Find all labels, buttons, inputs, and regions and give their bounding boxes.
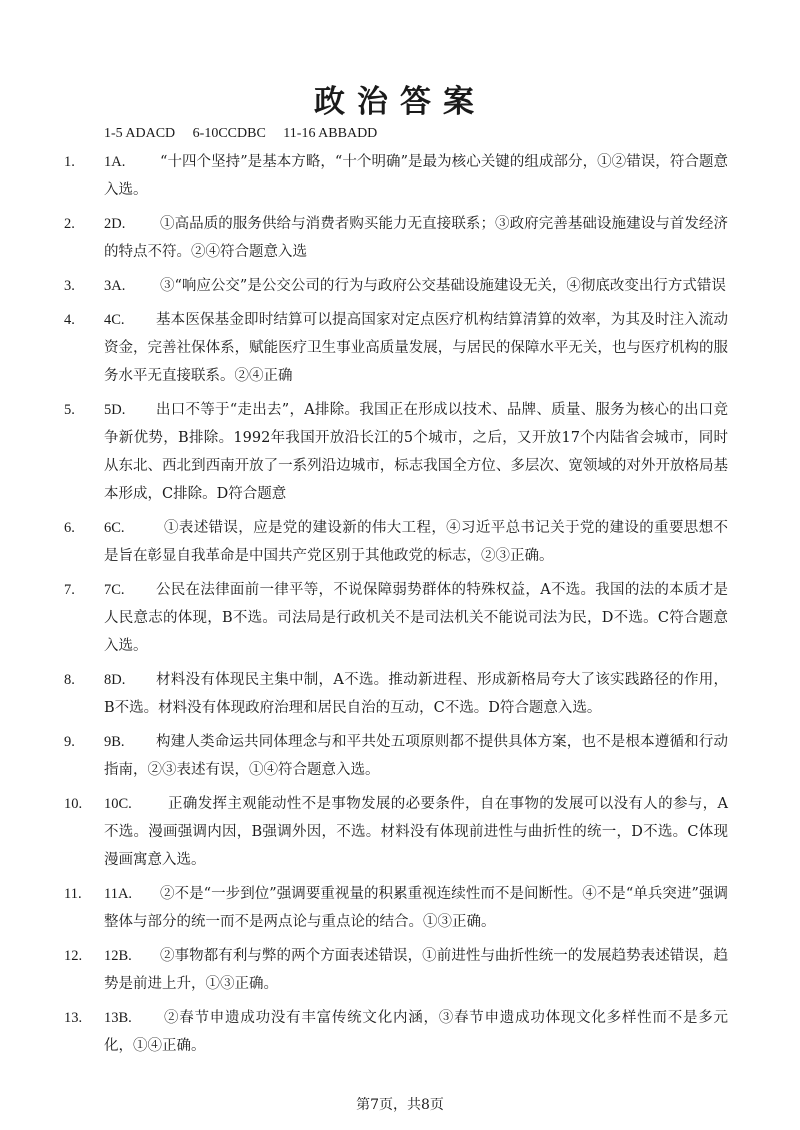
answer-item — [0, 728, 800, 784]
answer-code: 5D. — [104, 402, 126, 418]
answer-code: 6C. — [104, 520, 125, 536]
answer-code: 1A. — [104, 154, 126, 170]
answer-code: 2D. — [104, 216, 126, 232]
answer-explanation: ②春节申遗成功没有丰富传统文化内涵，③春节申遗成功体现文化多样性而不是多元化，①④正确。 — [104, 1010, 728, 1054]
answer-item — [0, 514, 800, 570]
summary-group-2: 6-10CCDBC — [192, 126, 266, 141]
answer-code: 7C. — [104, 582, 125, 598]
answer-item — [0, 148, 800, 204]
answer-explanation: ③“响应公交”是公交公司的行为与政府公交基础设施建设无关，④彻底改变出行方式错误 — [160, 278, 726, 294]
answer-number: 13. — [64, 1010, 83, 1026]
answer-number: 2. — [64, 216, 75, 232]
answer-explanation: ②事物都有利与弊的两个方面表述错误，①前进性与曲折性统一的发展趋势表述错误，趋势是前进上升，①③正确。 — [104, 948, 728, 992]
answer-code: 11A. — [104, 886, 133, 902]
answer-explanation: 构建人类命运共同体理念与和平共处五项原则都不提供具体方案，也不是根本遵循和行动指南，②③表述有误，①④符合题意入选。 — [104, 734, 728, 778]
answer-explanation: 正确发挥主观能动性不是事物发展的必要条件，自在事物的发展可以没有人的参与，A不选。漫画强调内因，B强调外因，不选。材料没有体现前进性与曲折性的统一，D不选。C体现漫画寓意入选。 — [104, 796, 728, 868]
page-footer: 第7页，共8页 — [356, 1097, 444, 1113]
answer-code: 13B. — [104, 1010, 132, 1026]
answer-item — [0, 666, 800, 722]
answer-explanation: 公民在法律面前一律平等，不说保障弱势群体的特殊权益，A不选。我国的法的本质才是人民意志的体现，B不选。司法局是行政机关不是司法机关不能说司法为民，D不选。C符合题意入选。 — [104, 582, 728, 654]
answer-item — [0, 210, 800, 266]
answer-item — [0, 396, 800, 508]
answer-item — [0, 272, 800, 300]
answer-code: 3A. — [104, 278, 126, 294]
page-title: 政治答案 — [314, 84, 486, 120]
answer-item — [0, 1004, 800, 1060]
answer-code: 10C. — [104, 796, 132, 812]
summary-group-3: 11-16 ABBADD — [283, 126, 378, 141]
answer-code: 4C. — [104, 312, 125, 328]
answer-code: 9B. — [104, 734, 125, 750]
summary-group-1: 1-5 ADACD — [104, 126, 176, 141]
answer-explanation: 出口不等于“走出去”，A排除。我国正在形成以技术、品牌、质量、服务为核心的出口竞争新优势，B排除。1992年我国开放沿长江的5个城市，之后，又开放17个内陆省会城市，同时从东北、西北到西南开放了一系列沿边城市，标志我国全方位、多层次、宽领域的对外开放格局基本形成，C排除。D符合题意 — [104, 402, 728, 502]
answer-number: 9. — [64, 734, 75, 750]
answer-number: 11. — [64, 886, 82, 902]
answer-code: 12B. — [104, 948, 132, 964]
answer-number: 10. — [64, 796, 83, 812]
answer-explanation: 基本医保基金即时结算可以提高国家对定点医疗机构结算清算的效率，为其及时注入流动资金，完善社保体系，赋能医疗卫生事业高质量发展，与居民的保障水平无关，也与医疗机构的服务水平无直接联系。②④正确 — [104, 312, 728, 384]
answer-explanation: “十四个坚持”是基本方略，“十个明确”是最为核心关键的组成部分，①②错误，符合题意入选。 — [104, 154, 728, 198]
answer-explanation: 材料没有体现民主集中制，A不选。推动新进程、形成新格局夸大了该实践路径的作用，B不选。材料没有体现政府治理和居民自治的互动，C不选。D符合题意入选。 — [104, 672, 728, 716]
answer-explanation: ②不是“一步到位”强调要重视量的积累重视连续性而不是间断性。④不是“单兵突进”强调整体与部分的统一而不是两点论与重点论的结合。①③正确。 — [104, 886, 728, 930]
answer-number: 8. — [64, 672, 75, 688]
answer-explanation: ①高品质的服务供给与消费者购买能力无直接联系；③政府完善基础设施建设与首发经济的特点不符。②④符合题意入选 — [104, 216, 728, 260]
answer-item — [0, 880, 800, 936]
answer-number: 4. — [64, 312, 75, 328]
answer-item — [0, 576, 800, 660]
answer-number: 6. — [64, 520, 75, 536]
answer-item — [0, 306, 800, 390]
answer-number: 5. — [64, 402, 75, 418]
answer-number: 1. — [64, 154, 75, 170]
answer-code: 8D. — [104, 672, 126, 688]
answer-item — [0, 942, 800, 998]
answer-number: 3. — [64, 278, 75, 294]
answer-number: 12. — [64, 948, 83, 964]
answer-summary — [104, 126, 391, 142]
answer-item — [0, 790, 800, 874]
answer-explanation: ①表述错误，应是党的建设新的伟大工程，④习近平总书记关于党的建设的重要思想不是旨在彰显自我革命是中国共产党区别于其他政党的标志，②③正确。 — [104, 520, 728, 564]
answer-number: 7. — [64, 582, 75, 598]
answer-list — [0, 148, 800, 1066]
